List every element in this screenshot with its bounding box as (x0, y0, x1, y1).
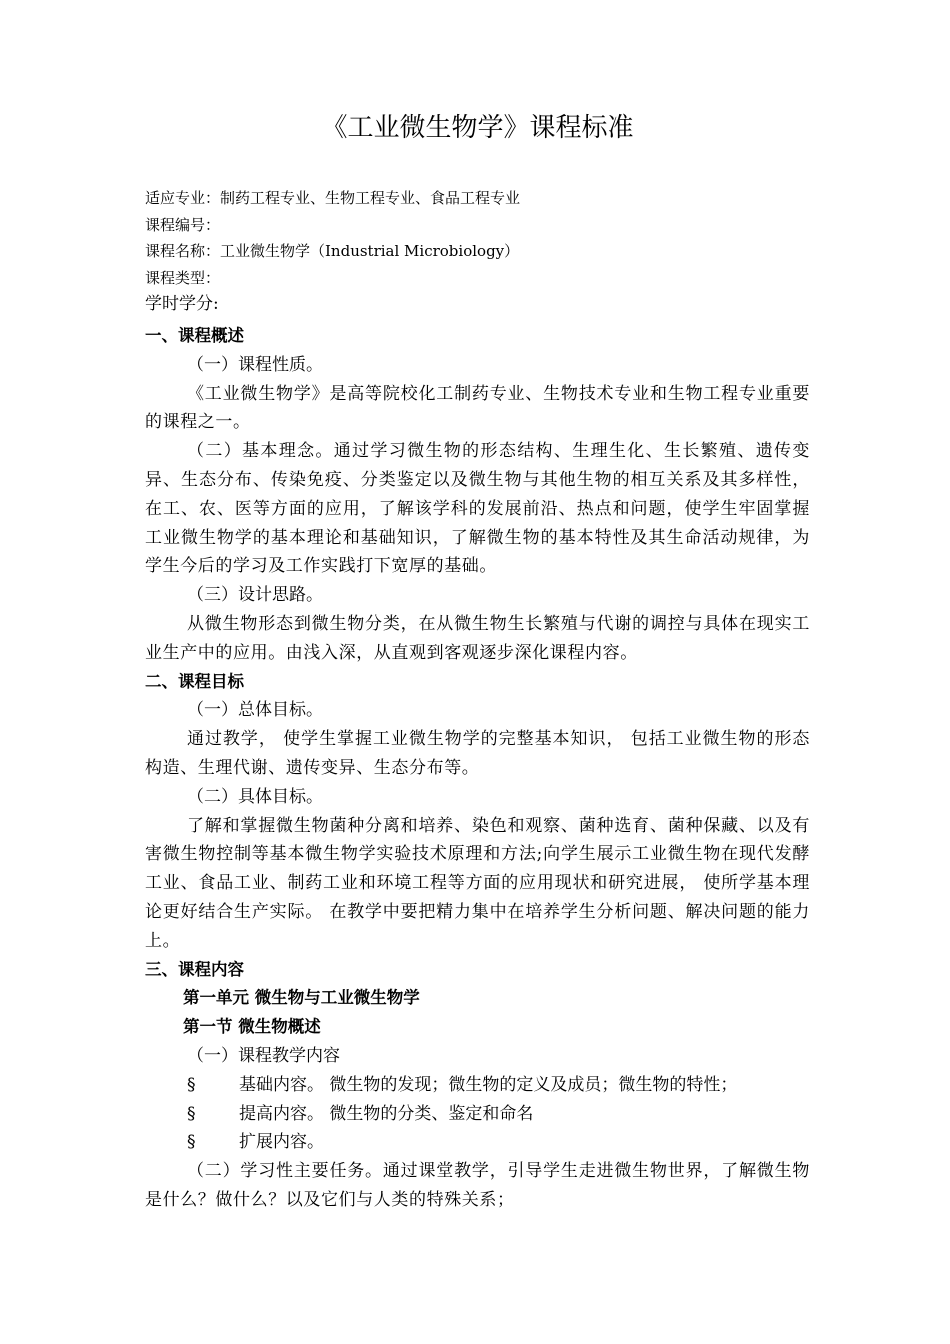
list-item (145, 1128, 810, 1157)
bullet-mark: § (187, 1103, 196, 1124)
course-meta (145, 185, 810, 318)
basic-concept-text: （二）基本理念。通过学习微生物的形态结构、生理生化、生长繁殖、遗传变异、生态分布、传染免疫、分类鉴定以及微生物与其他生物的相互关系及其多样性，在工、农、医等方面的应用，了解该学科的发展前沿、热点和问题，使学生牢固掌握工业微生物学的基本理论和基础知识，了解微生物的基本特性及其生命活动规律，为学生今后的学习及工作实践打下宽厚的基础。 (145, 441, 810, 577)
bullet-mark: § (187, 1074, 196, 1095)
section-heading-goals: 二、课程目标 (145, 671, 244, 691)
meta-code: 课程编号： (145, 215, 221, 234)
list-item (145, 1100, 810, 1129)
bullet-mark: § (187, 1132, 196, 1153)
document-title: 《工业微生物学》课程标准 (321, 113, 634, 143)
overall-goal-label: （一）总体目标。 (187, 700, 323, 721)
specific-goal-text: 了解和掌握微生物菌种分离和培养、染色和观察、菌种选育、菌种保藏、以及有害微生物控制等基本微生物学实验技术原理和方法;向学生展示工业微生物在现代发酵工业、食品工业、制药工业和环境工程等方面的应用现状和研究进展， 使所学基本理论更好结合生产实际。 在教学中要把精力集中在培养学生分析问题、解决问题的能力上。 (145, 815, 810, 951)
course-nature-text: 《工业微生物学》是高等院校化工制药专业、生物技术专业和生物工程专业重要的课程之一。 (145, 383, 810, 433)
section-heading-overview: 一、课程概述 (145, 326, 244, 345)
course-nature-label: （一）课程性质。 (187, 354, 323, 375)
list-item (145, 1071, 810, 1100)
design-idea-label: （三）设计思路。 (187, 585, 323, 606)
bullet-text: 提高内容。 微生物的分类、鉴定和命名 (239, 1103, 534, 1124)
meta-name: 课程名称：工业微生物学（Industrial Microbiology） (145, 242, 520, 260)
learning-task-text: （二）学习性主要任务。通过课堂教学，引导学生走进微生物世界，了解微生物是什么？做什么？以及它们与人类的特殊关系； (145, 1161, 810, 1210)
meta-hours: 学时学分: (145, 294, 219, 314)
teaching-content-label: （一）课程教学内容 (187, 1045, 340, 1066)
section-heading-content: 三、课程内容 (145, 959, 244, 979)
section-subheading: 第一节 微生物概述 (183, 1017, 321, 1037)
bullet-text: 基础内容。 微生物的发现；微生物的定义及成员；微生物的特性； (239, 1074, 738, 1095)
specific-goal-label: （二）具体目标。 (187, 786, 323, 807)
unit-heading: 第一单元 微生物与工业微生物学 (183, 988, 420, 1008)
document-body (145, 322, 810, 1215)
bullet-text: 扩展内容。 (239, 1132, 324, 1153)
design-idea-text: 从微生物形态到微生物分类，在从微生物生长繁殖与代谢的调控与具体在现实工业生产中的应用。由浅入深，从直观到客观逐步深化课程内容。 (145, 613, 810, 663)
meta-major: 适应专业：制药工程专业、生物工程专业、食品工程专业 (145, 189, 521, 207)
overall-goal-text: 通过教学， 使学生掌握工业微生物学的完整基本知识， 包括工业微生物的形态构造、生理代谢、遗传变异、生态分布等。 (145, 729, 810, 778)
meta-type: 课程类型： (145, 268, 221, 287)
